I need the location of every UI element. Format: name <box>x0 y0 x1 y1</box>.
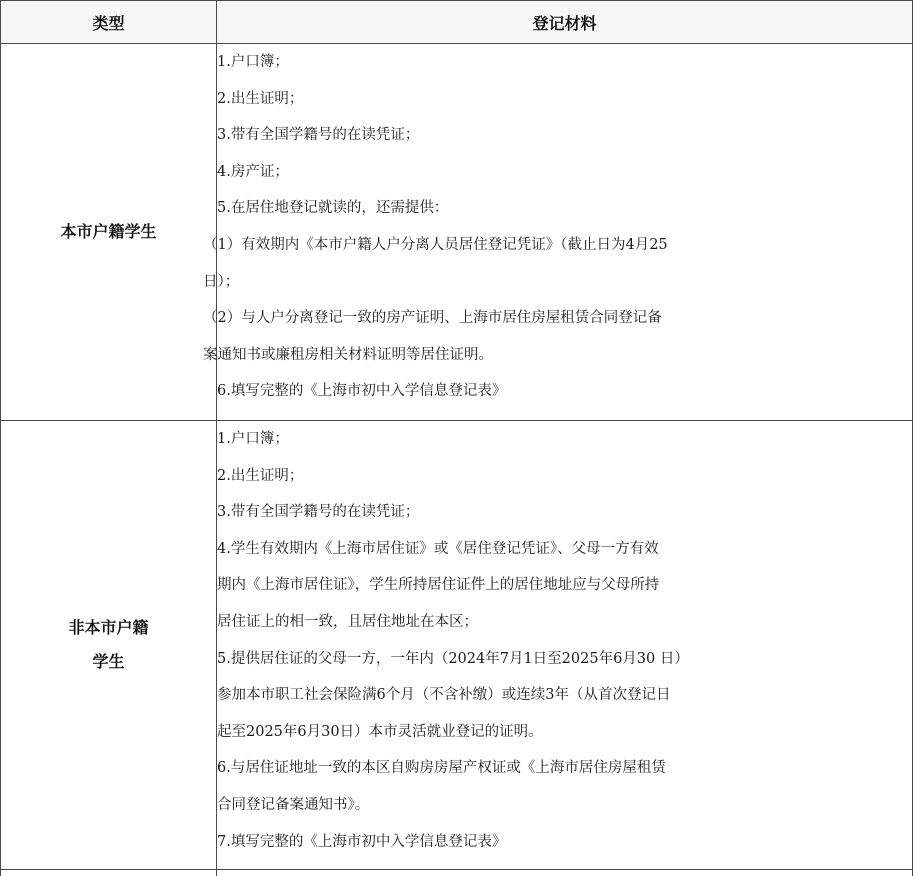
material-item: 2.出生证明； <box>217 81 912 118</box>
table-row-truncated <box>1 870 913 876</box>
material-item: 居住证上的相一致，且居住地址在本区； <box>217 604 912 641</box>
material-item: （2）与人户分离登记一致的房产证明、上海市居住房屋租赁合同登记备 <box>203 300 912 337</box>
material-item: 1.户口簿； <box>217 44 912 81</box>
material-item: 7.填写完整的《上海市初中入学信息登记表》 <box>217 824 912 861</box>
material-item: 3.带有全国学籍号的在读凭证； <box>217 494 912 531</box>
truncated-cell <box>217 870 913 876</box>
material-item: 1.户口簿； <box>217 421 912 458</box>
material-item: 起至2025年6月30日）本市灵活就业登记的证明。 <box>217 714 912 751</box>
material-item: 3.带有全国学籍号的在读凭证； <box>217 117 912 154</box>
truncated-cell <box>1 870 217 876</box>
table-row-nonlocal-students <box>1 421 913 870</box>
type-cell-local <box>1 44 217 421</box>
material-item: 5.在居住地登记就读的，还需提供： <box>217 190 912 227</box>
material-item: 5.提供居住证的父母一方，一年内（2024年7月1日至2025年6月30 日） <box>217 641 912 678</box>
table-row-local-students <box>1 44 913 421</box>
material-item: 案通知书或廉租房相关材料证明等居住证明。 <box>203 337 912 374</box>
material-item: 2.出生证明； <box>217 458 912 495</box>
material-item: 6.填写完整的《上海市初中入学信息登记表》 <box>217 373 912 410</box>
table-header-row <box>1 1 913 44</box>
material-item: 日）； <box>203 264 912 301</box>
type-label-line: 本市户籍学生 <box>1 215 216 249</box>
materials-cell-local <box>217 44 913 421</box>
material-item: 4.学生有效期内《上海市居住证》或《居住登记凭证》、父母一方有效 <box>217 531 912 568</box>
header-materials: 登记材料 <box>217 1 913 44</box>
material-item: 合同登记备案通知书》。 <box>217 787 912 824</box>
material-item: （1）有效期内《本市户籍人户分离人员居住登记凭证》（截止日为4月25 <box>203 227 912 264</box>
type-label-line: 非本市户籍 <box>1 611 216 645</box>
material-item: 参加本市职工社会保险满6个月（不含补缴）或连续3年（从首次登记日 <box>217 677 912 714</box>
material-item: 期内《上海市居住证》，学生所持居住证件上的居住地址应与父母所持 <box>217 567 912 604</box>
material-item: 6.与居住证地址一致的本区自购房房屋产权证或《上海市居住房屋租赁 <box>217 750 912 787</box>
materials-cell-nonlocal <box>217 421 913 870</box>
header-type: 类型 <box>1 1 217 44</box>
material-item: 4.房产证； <box>217 154 912 191</box>
type-label-line: 学生 <box>1 645 216 679</box>
type-cell-nonlocal <box>1 421 217 870</box>
